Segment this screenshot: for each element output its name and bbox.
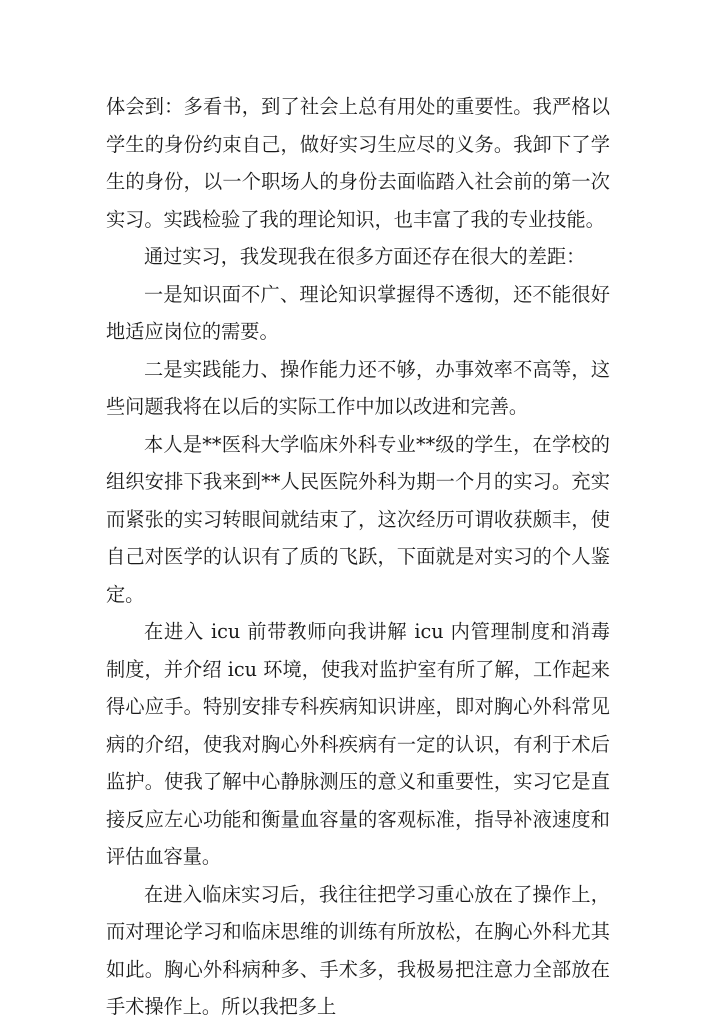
paragraph-7: 在进入临床实习后，我往往把学习重心放在了操作上，而对理论学习和临床思维的训练有所放松，在胸心外科尤其如此。胸心外科病种多、手术多，我极易把注意力全部放在手术操作上。所以我把多上 <box>106 882 610 1018</box>
paragraph-3: 一是知识面不广、理论知识掌握得不透彻，还不能很好地适应岗位的需要。 <box>106 282 610 343</box>
paragraph-1: 体会到：多看书，到了社会上总有用处的重要性。我严格以学生的身份约束自己，做好实习生应尽的义务。我卸下了学生的身份，以一个职场人的身份去面临踏入社会前的第一次实习。实践检验了我的理论知识，也丰富了我的专业技能。 <box>106 95 610 231</box>
paragraph-6: 在进入 icu 前带教师向我讲解 icu 内管理制度和消毒制度，并介绍 icu 环境，使我对监护室有所了解，工作起来得心应手。特别安排专科疾病知识讲座，即对胸心外科常见病的介绍，使我对胸心外科疾病有一定的认识，有利于术后监护。使我了解中心静脉测压的意义和重要性，实习它是直接反应左心功能和衡量血容量的客观标准，指导补液速度和评估血容量。 <box>106 620 610 868</box>
body-text <box>106 88 610 1026</box>
paragraph-5: 本人是**医科大学临床外科专业**级的学生，在学校的组织安排下我来到**人民医院外科为期一个月的实习。充实而紧张的实习转眼间就结束了，这次经历可谓收获颇丰，使自己对医学的认识有了质的飞跃，下面就是对实习的个人鉴定。 <box>106 432 610 606</box>
paragraph-4: 二是实践能力、操作能力还不够，办事效率不高等，这些问题我将在以后的实际工作中加以改进和完善。 <box>106 357 610 418</box>
paragraph-2: 通过实习，我发现我在很多方面还存在很大的差距： <box>144 245 586 268</box>
